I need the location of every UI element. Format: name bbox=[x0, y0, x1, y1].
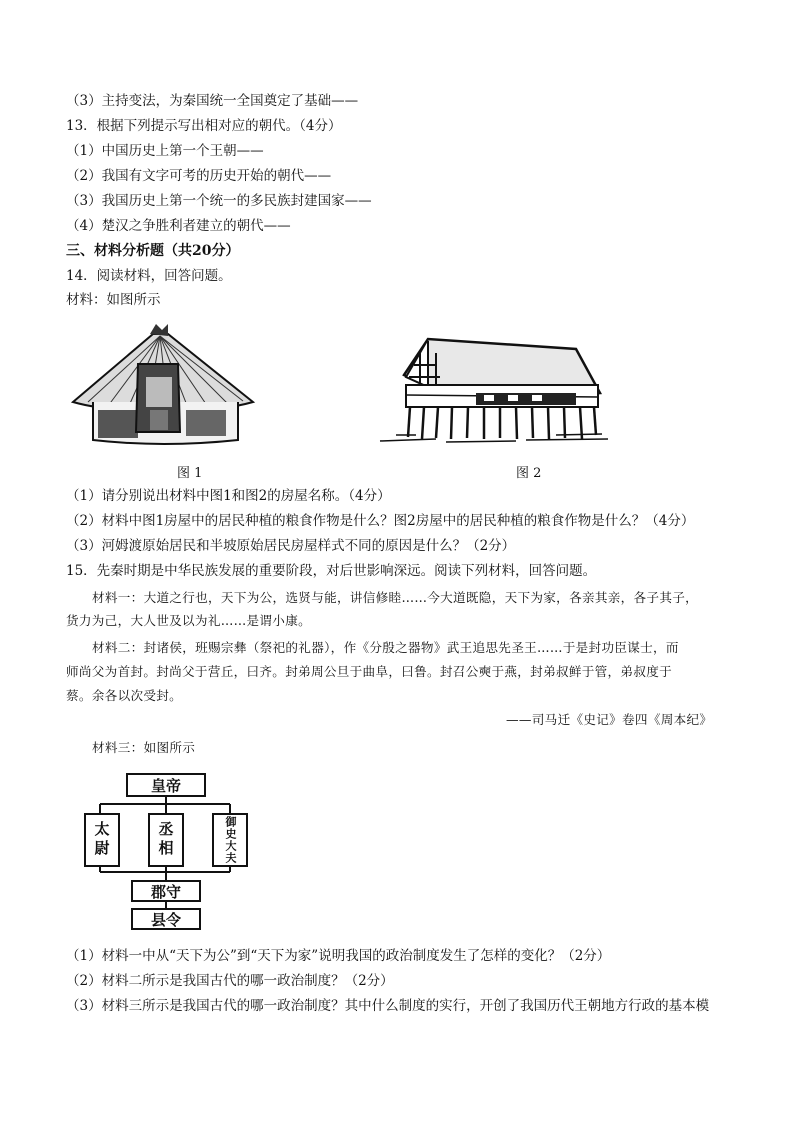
org-junshou-label: 郡守 bbox=[150, 882, 181, 901]
q14-material-label: 材料：如图所示 bbox=[66, 292, 161, 308]
q15-2-line: （2）材料二所示是我国古代的哪一政治制度？（2分） bbox=[66, 973, 394, 989]
figure-2-caption: 图 2 bbox=[516, 466, 542, 481]
q13-4-line: （4）楚汉之争胜利者建立的朝代—— bbox=[66, 218, 291, 234]
org-box-emperor bbox=[126, 773, 206, 797]
org-box-xianling bbox=[131, 908, 201, 930]
q14-3-line: （3）河姆渡原始居民和半坡原始居民房屋样式不同的原因是什么？（2分） bbox=[66, 538, 516, 554]
q15-heading: 15．先秦时期是中华民族发展的重要阶段，对后世影响深远。阅读下列材料，回答问题。 bbox=[66, 563, 597, 579]
org-xianling-label: 县令 bbox=[150, 910, 181, 929]
org-box-taiwei bbox=[84, 813, 120, 867]
material-2-line-2: 师尚父为首封。封尚父于营丘，曰齐。封弟周公旦于曲阜，曰鲁。封召公奭于燕，封弟叔鲜于管，弟叔度于 bbox=[66, 664, 673, 679]
org-taiwei-label: 太尉 bbox=[92, 821, 111, 859]
org-yushi-label: 御史大夫 bbox=[224, 816, 237, 864]
material-2-source: ——司马迁《史记》卷四《周本纪》 bbox=[506, 712, 713, 727]
material-1-line-1: 材料一：大道之行也，天下为公，选贤与能，讲信修睦……今大道既隐，天下为家，各亲其亲，各子其子， bbox=[92, 590, 699, 605]
material-2-line-1: 材料二：封诸侯，班赐宗彝（祭祀的礼器），作《分殷之器物》武王追思先圣王……于是封功臣谋士，而 bbox=[92, 640, 679, 655]
q14-2-line: （2）材料中图1房屋中的居民种植的粮食作物是什么？图2房屋中的居民种植的粮食作物是什么？（4分） bbox=[66, 513, 695, 529]
figure-2-hemudu-stilt-house bbox=[376, 335, 610, 447]
section3-heading: 三、材料分析题（共20分） bbox=[66, 243, 240, 259]
material-2-line-3: 蔡。余各以次受封。 bbox=[66, 688, 183, 703]
q12-3-line: （3）主持变法，为秦国统一全国奠定了基础—— bbox=[66, 93, 359, 109]
q14-heading: 14．阅读材料，回答问题。 bbox=[66, 268, 232, 284]
material-1-line-2: 货力为己，大人世及以为礼……是谓小康。 bbox=[66, 613, 311, 628]
q14-1-line: （1）请分别说出材料中图1和图2的房屋名称。（4分） bbox=[66, 488, 391, 504]
org-box-yushi bbox=[212, 813, 248, 867]
org-box-junshou bbox=[131, 880, 201, 902]
q13-3-line: （3）我国历史上第一个统一的多民族封建国家—— bbox=[66, 193, 372, 209]
q13-heading: 13．根据下列提示写出相对应的朝代。（4分） bbox=[66, 118, 342, 134]
q13-1-line: （1）中国历史上第一个王朝—— bbox=[66, 143, 264, 159]
figure-1-caption: 图 1 bbox=[177, 466, 203, 481]
q13-2-line: （2）我国有文字可考的历史开始的朝代—— bbox=[66, 168, 332, 184]
q15-3-line: （3）材料三所示是我国古代的哪一政治制度？其中什么制度的实行，开创了我国历代王朝地方行政的基本模 bbox=[66, 998, 710, 1014]
q15-1-line: （1）材料一中从“天下为公”到“天下为家”说明我国的政治制度发生了怎样的变化？（2分） bbox=[66, 948, 611, 964]
org-chengxiang-label: 丞相 bbox=[156, 821, 175, 859]
org-box-chengxiang bbox=[148, 813, 184, 867]
org-emperor-label: 皇帝 bbox=[150, 776, 181, 795]
figure-1-banpo-hut bbox=[68, 322, 258, 447]
material-3-label: 材料三：如图所示 bbox=[92, 740, 196, 755]
